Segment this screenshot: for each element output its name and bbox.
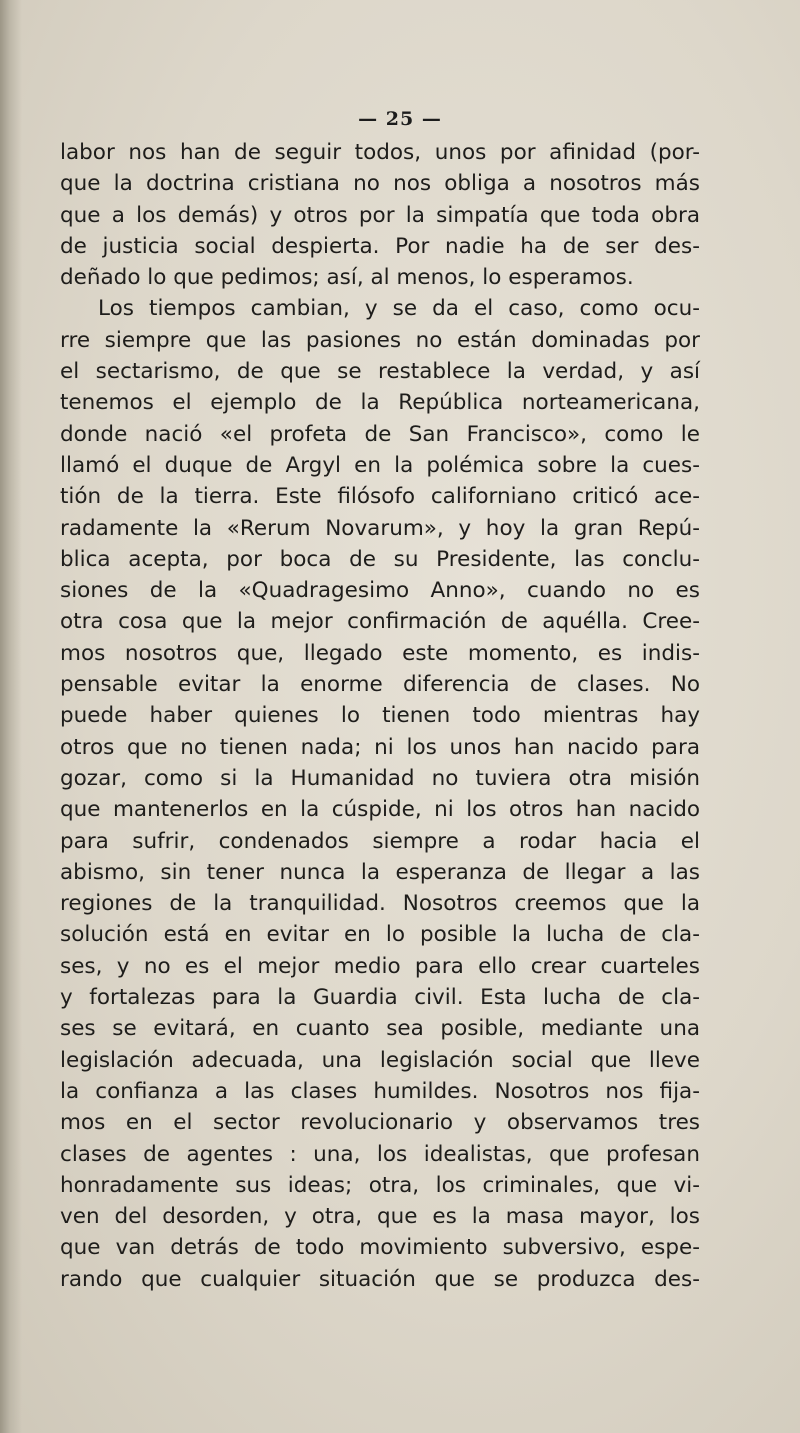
text-line: que van detrás de todo movimiento subversivo, espe- bbox=[60, 1235, 700, 1261]
text-line: gozar, como si la Humanidad no tuviera otra misión bbox=[60, 765, 700, 791]
body-text bbox=[60, 137, 700, 1295]
text-line: tión de la tierra. Este filósofo californiano criticó ace- bbox=[60, 484, 700, 510]
text-line: llamó el duque de Argyl en la polémica sobre la cues- bbox=[60, 452, 700, 478]
text-line: ses se evitará, en cuanto sea posible, mediante una bbox=[60, 1016, 700, 1042]
text-line: mos en el sector revolucionario y observamos tres bbox=[60, 1110, 700, 1136]
text-line: mos nosotros que, llegado este momento, es indis- bbox=[60, 640, 700, 666]
text-line: para sufrir, condenados siempre a rodar hacia el bbox=[60, 828, 700, 854]
text-line: que la doctrina cristiana no nos obliga a nosotros más bbox=[60, 171, 700, 197]
text-line: el sectarismo, de que se restablece la verdad, y así bbox=[60, 359, 700, 385]
text-line: blica acepta, por boca de su Presidente, las conclu- bbox=[60, 546, 700, 572]
text-line: rando que cualquier situación que se produzca des- bbox=[60, 1266, 700, 1292]
text-line: pensable evitar la enorme diferencia de clases. No bbox=[60, 672, 700, 698]
page-number: — 25 — bbox=[358, 108, 442, 130]
text-line: ses, y no es el mejor medio para ello crear cuarteles bbox=[60, 953, 700, 979]
text-line: ven del desorden, y otra, que es la masa mayor, los bbox=[60, 1204, 700, 1230]
text-line: Los tiempos cambian, y se da el caso, como ocu- bbox=[98, 296, 700, 322]
text-line: labor nos han de seguir todos, unos por afinidad (por- bbox=[60, 140, 700, 165]
text-line: radamente la «Rerum Novarum», y hoy la gran Repú- bbox=[60, 515, 700, 541]
text-line: siones de la «Quadragesimo Anno», cuando no es bbox=[60, 578, 700, 604]
text-line: que a los demás) y otros por la simpatía que toda obra bbox=[60, 202, 700, 228]
text-line: otra cosa que la mejor confirmación de aquélla. Cree- bbox=[60, 609, 700, 635]
text-line: y fortalezas para la Guardia civil. Esta lucha de cla- bbox=[60, 985, 700, 1011]
text-line: de justicia social despierta. Por nadie ha de ser des- bbox=[60, 233, 700, 259]
text-line: regiones de la tranquilidad. Nosotros creemos que la bbox=[60, 891, 700, 917]
text-line: la confianza a las clases humildes. Nosotros nos fija- bbox=[60, 1078, 700, 1104]
text-line: legislación adecuada, una legislación social que lleve bbox=[60, 1047, 700, 1073]
text-line: otros que no tienen nada; ni los unos han nacido para bbox=[60, 734, 700, 760]
text-line: deñado lo que pedimos; así, al menos, lo esperamos. bbox=[60, 265, 634, 291]
text-line: que mantenerlos en la cúspide, ni los otros han nacido bbox=[60, 797, 700, 823]
binding-shadow bbox=[0, 0, 22, 1433]
text-line: clases de agentes : una, los idealistas, que profesan bbox=[60, 1141, 700, 1167]
text-line: tenemos el ejemplo de la República norteamericana, bbox=[60, 390, 700, 416]
text-line: puede haber quienes lo tienen todo mientras hay bbox=[60, 703, 700, 729]
text-line: rre siempre que las pasiones no están dominadas por bbox=[60, 327, 700, 353]
text-line: honradamente sus ideas; otra, los criminales, que vi- bbox=[60, 1172, 700, 1198]
text-line: abismo, sin tener nunca la esperanza de llegar a las bbox=[60, 859, 700, 885]
text-line: donde nació «el profeta de San Francisco», como le bbox=[60, 421, 700, 447]
text-line: solución está en evitar en lo posible la lucha de cla- bbox=[60, 922, 700, 948]
